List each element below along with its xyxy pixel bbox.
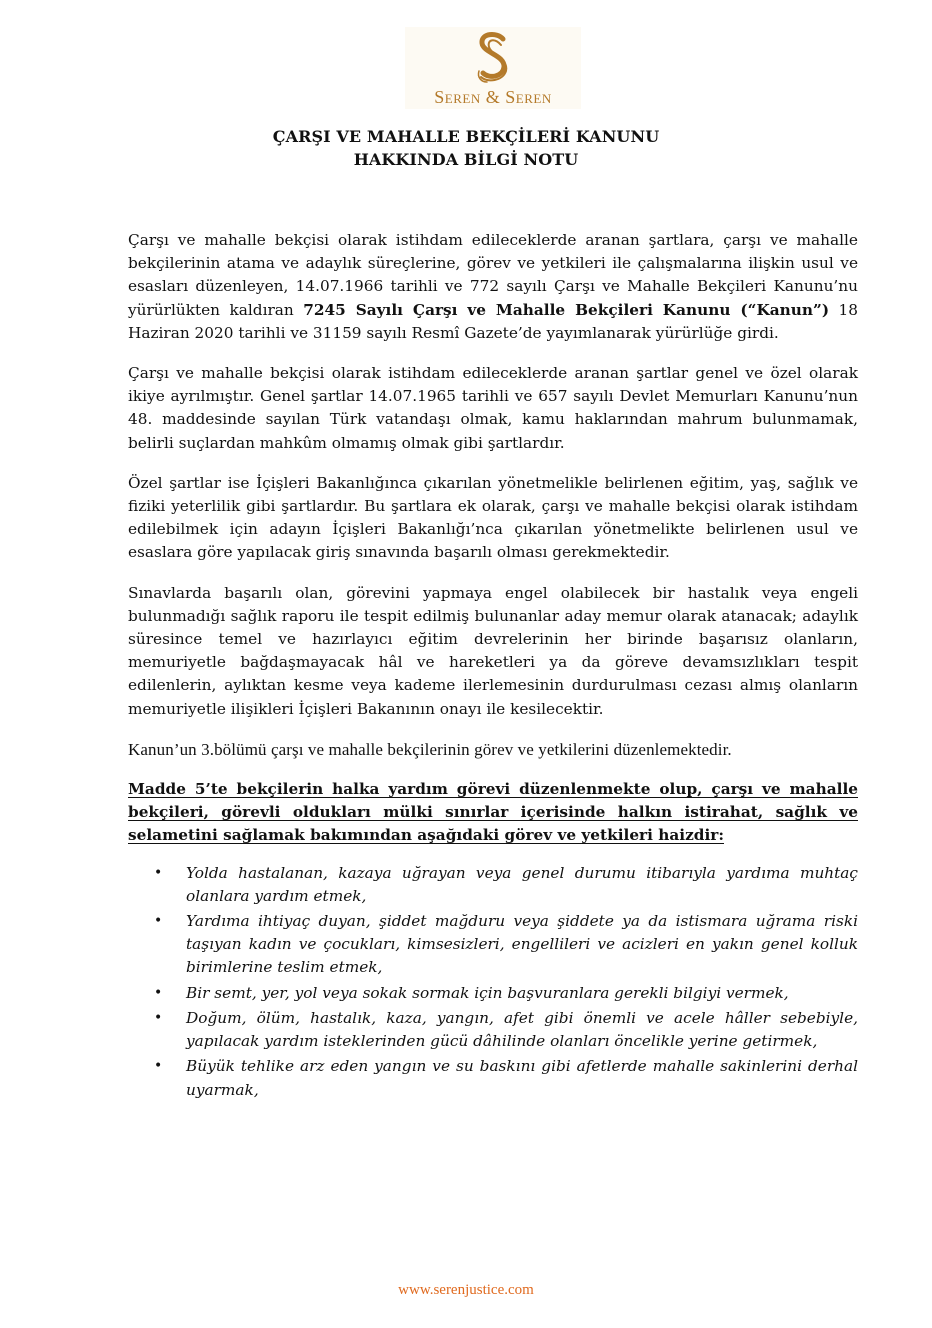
bullet-icon: • <box>154 984 163 1001</box>
duties-list <box>128 862 858 1102</box>
intro-text-after: 18 Haziran 2020 tarihli ve 31159 sayılı Resmî Gazete’de yayımlanarak yürürlüğe girdi. <box>128 300 858 342</box>
document-body <box>128 229 858 1104</box>
intro-text-before: Çarşı ve mahalle bekçisi olarak istihdam edileceklerde aranan şartlara, çarşı ve mahalle bekçilerinin atama ve adaylık süreçlerine, görev ve yetkileri ile çalışmalarına ilişkin usul ve esasları düzenleyen, 14.07.1966 tarihli ve 772 sayılı Çarşı ve Mahalle Bekçileri Kanunu’nu yürürlükten kaldıran <box>128 231 858 319</box>
list-item <box>128 910 858 980</box>
bullet-icon: • <box>154 1058 163 1075</box>
list-item <box>128 982 858 1005</box>
bullet-icon: • <box>154 864 163 881</box>
law-name-bold: 7245 Sayılı Çarşı ve Mahalle Bekçileri Kanunu (“Kanun”) <box>303 300 830 319</box>
duty-text: Büyük tehlike arz eden yangın ve su baskını gibi afetlerde mahalle sakinlerini derhal uyarmak, <box>186 1057 858 1099</box>
duty-text: Bir semt, yer, yol veya sokak sormak için başvuranlara gerekli bilgiyi vermek, <box>186 983 789 1002</box>
bullet-icon: • <box>154 1009 163 1026</box>
article-5-heading: Madde 5’te bekçilerin halka yardım görevi düzenlenmekte olup, çarşı ve mahalle bekçileri, görevli oldukları mülki sınırlar içerisinde halkın istirahat, sağlık ve selametini sağlamak bakımından aşağıdaki görev ve yetkileri haizdir: <box>128 780 858 845</box>
duty-text: Yardıma ihtiyaç duyan, şiddet mağduru veya şiddete ya da istismara uğrama riski taşıyan kadın ve çocukları, kimsesizleri, engellileri ve acizleri en yakın genel kolluk birimlerine teslim etmek, <box>186 912 858 977</box>
general-conditions-paragraph: Çarşı ve mahalle bekçisi olarak istihdam edileceklerde aranan şartlar genel ve özel olarak ikiye ayrılmıştır. Genel şartlar 14.07.1965 tarihli ve 657 sayılı Devlet Memurları Kanunu’nun 48. maddesinde sayılan Türk vatandaşı olmak, kamu haklarından mahrum bulunmamak, belirli suçlardan mahkûm olmamış olmak gibi şartlardır. <box>128 364 858 452</box>
list-item <box>128 1055 858 1101</box>
company-logo <box>405 27 581 109</box>
duty-text: Yolda hastalanan, kazaya uğrayan veya genel durumu itibarıyla yardıma muhtaç olanlara yardım etmek, <box>186 863 858 905</box>
list-item <box>128 862 858 908</box>
section-3-paragraph: Kanun’un 3.bölümü çarşı ve mahalle bekçilerinin görev ve yetkilerini düzenlemektedir. <box>128 739 732 759</box>
title-line-1: ÇARŞI VE MAHALLE BEKÇİLERİ KANUNU <box>272 127 660 146</box>
intro-paragraph <box>128 229 858 345</box>
appointment-paragraph: Sınavlarda başarılı olan, görevini yapmaya engel olabilecek bir hastalık veya engeli bulunmadığı sağlık raporu ile tespit edilmiş bulunanlar aday memur olarak atanacak; adaylık süresince temel ve hazırlayıcı eğitim devrelerinin her birinde başarısız olanların, memuriyetle bağdaşmayacak hâl ve hareketleri ya da göreve devamsızlıkları tespit edilenlerin, aylıktan kesme veya kademe ilerlemesinin durdurulması cezası almış olanların memuriyetle ilişikleri İçişleri Bakanının onayı ile kesilecektir. <box>128 583 858 718</box>
logo-wordmark: Seren & Seren <box>434 87 552 107</box>
document-title <box>0 125 932 171</box>
special-conditions-paragraph: Özel şartlar ise İçişleri Bakanlığınca çıkarılan yönetmelikle belirlenen eğitim, yaş, sağlık ve fiziki yeterlilik gibi şartlardır. Bu şartlara ek olarak, çarşı ve mahalle bekçisi olarak istihdam edilebilmek için adayın İçişleri Bakanlığı’nca çıkarılan yönetmelikte belirlenen usul ve esaslara göre yapılacak giriş sınavında başarılı olması gerekmektedir. <box>128 473 858 562</box>
bullet-icon: • <box>154 913 163 930</box>
list-item <box>128 1007 858 1053</box>
duty-text: Doğum, ölüm, hastalık, kaza, yangın, afet gibi önemli ve acele hâller sebebiyle, yapılacak yardım isteklerinden gücü dâhilinde olanları öncelikle yerine getirmek, <box>186 1008 858 1051</box>
monogram-icon <box>405 29 581 87</box>
footer-website-link[interactable]: www.serenjustice.com <box>398 1282 534 1298</box>
title-line-2: HAKKINDA BİLGİ NOTU <box>353 150 579 169</box>
